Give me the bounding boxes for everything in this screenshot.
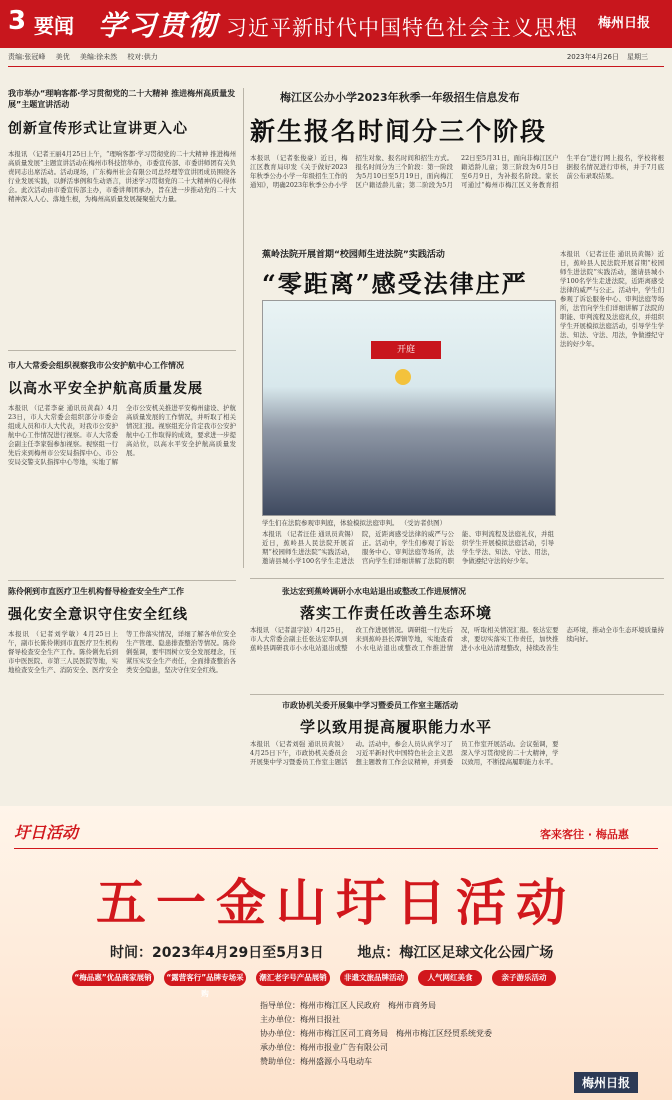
article1-body: 本报讯 （记者王丽4月25日上午，“理响客都·学习贯彻党的二十大精神 推进梅州高质量发展”主题宣讲活动在梅州市科技馆举办，市委宣传部、市委讲师团有关负责同志出席活动。活动现场，广东梅州社会有限公司总经理等宣讲团成员围绕各行业发展实践，以鲜活事例和生动语言，讲述学习贯彻党的二十大精神的心得体会。此次活动由市委宣传部主办，市委讲师团承办，旨在进一步推动党的二十大精神深入人心、落地生根，为梅州高质量发展凝聚强大力量。 xyxy=(8,150,236,203)
date-info xyxy=(567,52,656,62)
ad-divider xyxy=(14,848,658,849)
org-value: 梅州市梅江区人民政府 梅州市商务局 xyxy=(300,1001,436,1010)
ad-pill: “梅品惠”优品商家展销 xyxy=(72,970,154,986)
ad-slogan: 客来客往 · 梅品惠 xyxy=(540,828,629,841)
article3-kicker: 市人大常委会组织视察我市公安护航中心工作情况 xyxy=(8,361,184,370)
article6-body: 本报讯 （记者刘强 通讯员黄锐）4月25日下午，市政协机关委员会开展集中学习暨委员工作室主题活动。活动中，参会人员认真学习了习近平新时代中国特色社会主义思想主题教育工作会议精神，并到委员工作室开展活动。会议强调，要深入学习贯彻党的二十大精神，学以致用，不断提高履职能力水平。 xyxy=(250,740,559,766)
ad-pill: 潮汇老字号产品展销 xyxy=(256,970,330,986)
article4-kicker: 陈伶俐到市直医疗卫生机构督导检查安全生产工作 xyxy=(8,587,184,596)
slogan-calligraphy: 学习贯彻 xyxy=(98,9,219,42)
org-value: 梅州盛源小马电动车 xyxy=(300,1057,372,1066)
divider xyxy=(8,580,236,581)
weekday: 星期三 xyxy=(627,53,648,61)
article5-headline: 落实工作责任改善生态环境 xyxy=(300,604,493,622)
divider xyxy=(250,578,664,579)
ad-pill: 亲子游乐活动 xyxy=(492,970,556,986)
art: 美优 xyxy=(55,53,70,61)
org-label: 赞助单位： xyxy=(260,1057,300,1066)
place-value: 梅江区足球文化公园广场 xyxy=(399,945,554,961)
photo-credit: （受访者供图） xyxy=(400,519,447,527)
org-label: 承办单位： xyxy=(260,1043,300,1052)
feature-body-a: 本报讯 （记者汪佳 通讯员黄锡）近日，蕉岭县人民法院开展首期“校园师生进法院”实践活动，邀请县城小学100名学生走进法院，近距离感受法律的威严与公正。活动中，学生们参观了诉讼服务中心、审判法庭等场所，法官向学生们详细讲解了法院的职能、审判流程及法庭礼仪，并组织学生开展模拟法庭活动，引导学生学法、知法、守法、用法，争做遵纪守法的好少年。 xyxy=(262,530,554,565)
article4-body: 本报讯 （记者刘学敏）4月25日上午，副市长陈伶俐到市直医疗卫生机构督导检查安全生产工作。陈伶俐先后到市中医医院、市第三人民医院等地，实地检查安全生产、消防安全、医疗安全等工作落实情况，详细了解各单位安全生产管理、隐患排查整治等情况。陈伶俐强调，要牢固树立安全发展理念，压紧压实安全生产责任，全面排查整治各类安全隐患，坚决守住安全红线。 xyxy=(8,630,236,674)
divider xyxy=(8,350,236,351)
org-label: 协办单位： xyxy=(260,1029,300,1038)
org-row xyxy=(260,1056,372,1067)
masthead-title: 习近平新时代中国特色社会主义思想 xyxy=(226,16,578,40)
design: 美编:徐未然 xyxy=(79,53,118,61)
article2-body: 本报讯 （记者张俊豪）近日，梅江区教育局印发《关于做好2023年秋季公办小学一年级招生工作的通知》，明确2023年秋季公办小学招生对象、报名时间和招生方式。报名时间分为三个阶段：第一阶段为5月10日至5月19日，面向梅江区户籍适龄儿童；第二阶段为5月22日至5月31日，面向非梅江区户籍适龄儿童；第三阶段为6月5日至6月9日，为补报名阶段。家长可通过“梅州市梅江区义务教育招生平台”进行网上报名，学校将根据报名情况进行审核，并于7月底前公布录取结果。 xyxy=(250,154,664,189)
org-row xyxy=(260,1028,492,1039)
org-value: 梅州市报业广告有限公司 xyxy=(300,1043,388,1052)
column-divider xyxy=(243,88,244,568)
article3-headline: 以高水平安全护航高质量发展 xyxy=(8,381,203,397)
org-row xyxy=(260,1042,388,1053)
ad-brand: 圩日活动 xyxy=(14,823,79,842)
divider xyxy=(250,694,664,695)
article1-headline: 创新宣传形式让宣讲更入心 xyxy=(8,121,188,137)
paper-logo: 梅州日报 xyxy=(598,16,651,31)
org-value: 梅州日报社 xyxy=(300,1015,340,1024)
ad-title: 五一金山圩日活动 xyxy=(96,873,576,932)
ad-pill: “露营客行”品牌专场采购 xyxy=(164,970,246,986)
article5-body: 本报讯 （记者温宇波）4月25日，市人大常委会副主任张达宏率队到蕉岭县调研我市小水电站退出或整改工作进展情况。调研组一行先后来到蕉岭县长潭镇等地，实地查看小水电站退出或整改工作推进情况，听取相关情况汇报。张达宏要求，要切实落实工作责任，加快推进小水电站清理整改，持续改善生态环境，推动全市生态环境质量持续向好。 xyxy=(250,626,664,652)
org-label: 主办单位： xyxy=(260,1015,300,1024)
org-row xyxy=(260,1014,340,1025)
time-value: 2023年4月29日至5月3日 xyxy=(152,945,324,961)
ad-time-place xyxy=(110,942,553,962)
org-label: 指导单位： xyxy=(260,1001,300,1010)
ad-pill: 人气网红美食 xyxy=(418,970,482,986)
article3-body: 本报讯 （记者李豪 通讯员黄森）4月23日，市人大常委会组织部分市委会组成人员和市人大代表，对我市公安护航中心工作情况进行视察。市人大常委会副主任李家强参加视察。视察组一行先后来到梅州市公安局指挥中心、市公安局交警支队指挥中心等地，实地了解全市公安机关推进平安梅州建设、护航高质量发展的工作情况，并听取了相关情况汇报。视察组充分肯定我市公安护航中心工作取得的成效，要求进一步提高站位，以高水平安全护航高质量发展。 xyxy=(8,404,236,466)
org-value: 梅州市梅江区司工商务局 梅州市梅江区经贸系统党委 xyxy=(300,1029,492,1038)
article5-kicker: 张达宏到蕉岭调研小水电站退出或整改工作进展情况 xyxy=(282,587,466,596)
court-emblem-icon xyxy=(395,369,411,385)
ad-pill: 非遗文旅品牌活动 xyxy=(340,970,408,986)
feature-kicker: 蕉岭法院开展首期“校园师生进法院”实践活动 xyxy=(262,250,445,260)
photo-caption xyxy=(262,518,554,527)
org-row xyxy=(260,1000,436,1011)
article4-headline: 强化安全意识守住安全红线 xyxy=(8,607,188,623)
article1-kicker: 我市举办“理响客都·学习贯彻党的二十大精神 推进梅州高质量发展”主题宣讲活动 xyxy=(8,89,236,109)
caption-text: 学生们在法院参观审判庭，体验模拟法庭审判。 xyxy=(262,519,399,527)
date: 2023年4月26日 xyxy=(566,53,619,61)
photo-label: 开庭 xyxy=(371,341,441,359)
page-number: 3 xyxy=(8,6,27,36)
editor: 责编:张冠峰 xyxy=(8,53,46,61)
article2-headline: 新生报名时间分三个阶段 xyxy=(250,117,548,146)
feature-body-b: 本报讯 （记者汪佳 通讯员黄锡）近日，蕉岭县人民法院开展首期“校园师生进法院”实践活动，邀请县城小学100名学生走进法院，近距离感受法律的威严与公正。活动中，学生们参观了诉讼服务中心、审判法庭等场所，法官向学生们详细讲解了法院的职能、审判流程及法庭礼仪，并组织学生开展模拟法庭活动，引导学生学法、知法、守法、用法，争做遵纪守法的好少年。 xyxy=(560,250,664,348)
footer-logo: 梅州日报 xyxy=(574,1072,638,1093)
info-bar xyxy=(8,52,664,67)
courtroom-photo xyxy=(262,300,556,516)
proof: 校对:供力 xyxy=(127,53,158,61)
article6-kicker: 市政协机关委开展集中学习暨委员工作室主题活动 xyxy=(282,701,458,710)
feature-headline: “零距离”感受法律庄严 xyxy=(262,269,528,298)
article6-headline: 学以致用提高履职能力水平 xyxy=(300,718,493,736)
time-label: 时间： xyxy=(110,945,152,961)
article2-kicker: 梅江区公办小学2023年秋季一年级招生信息发布 xyxy=(280,91,520,104)
section-label: 要闻 xyxy=(34,14,74,38)
place-label: 地点： xyxy=(357,945,400,961)
